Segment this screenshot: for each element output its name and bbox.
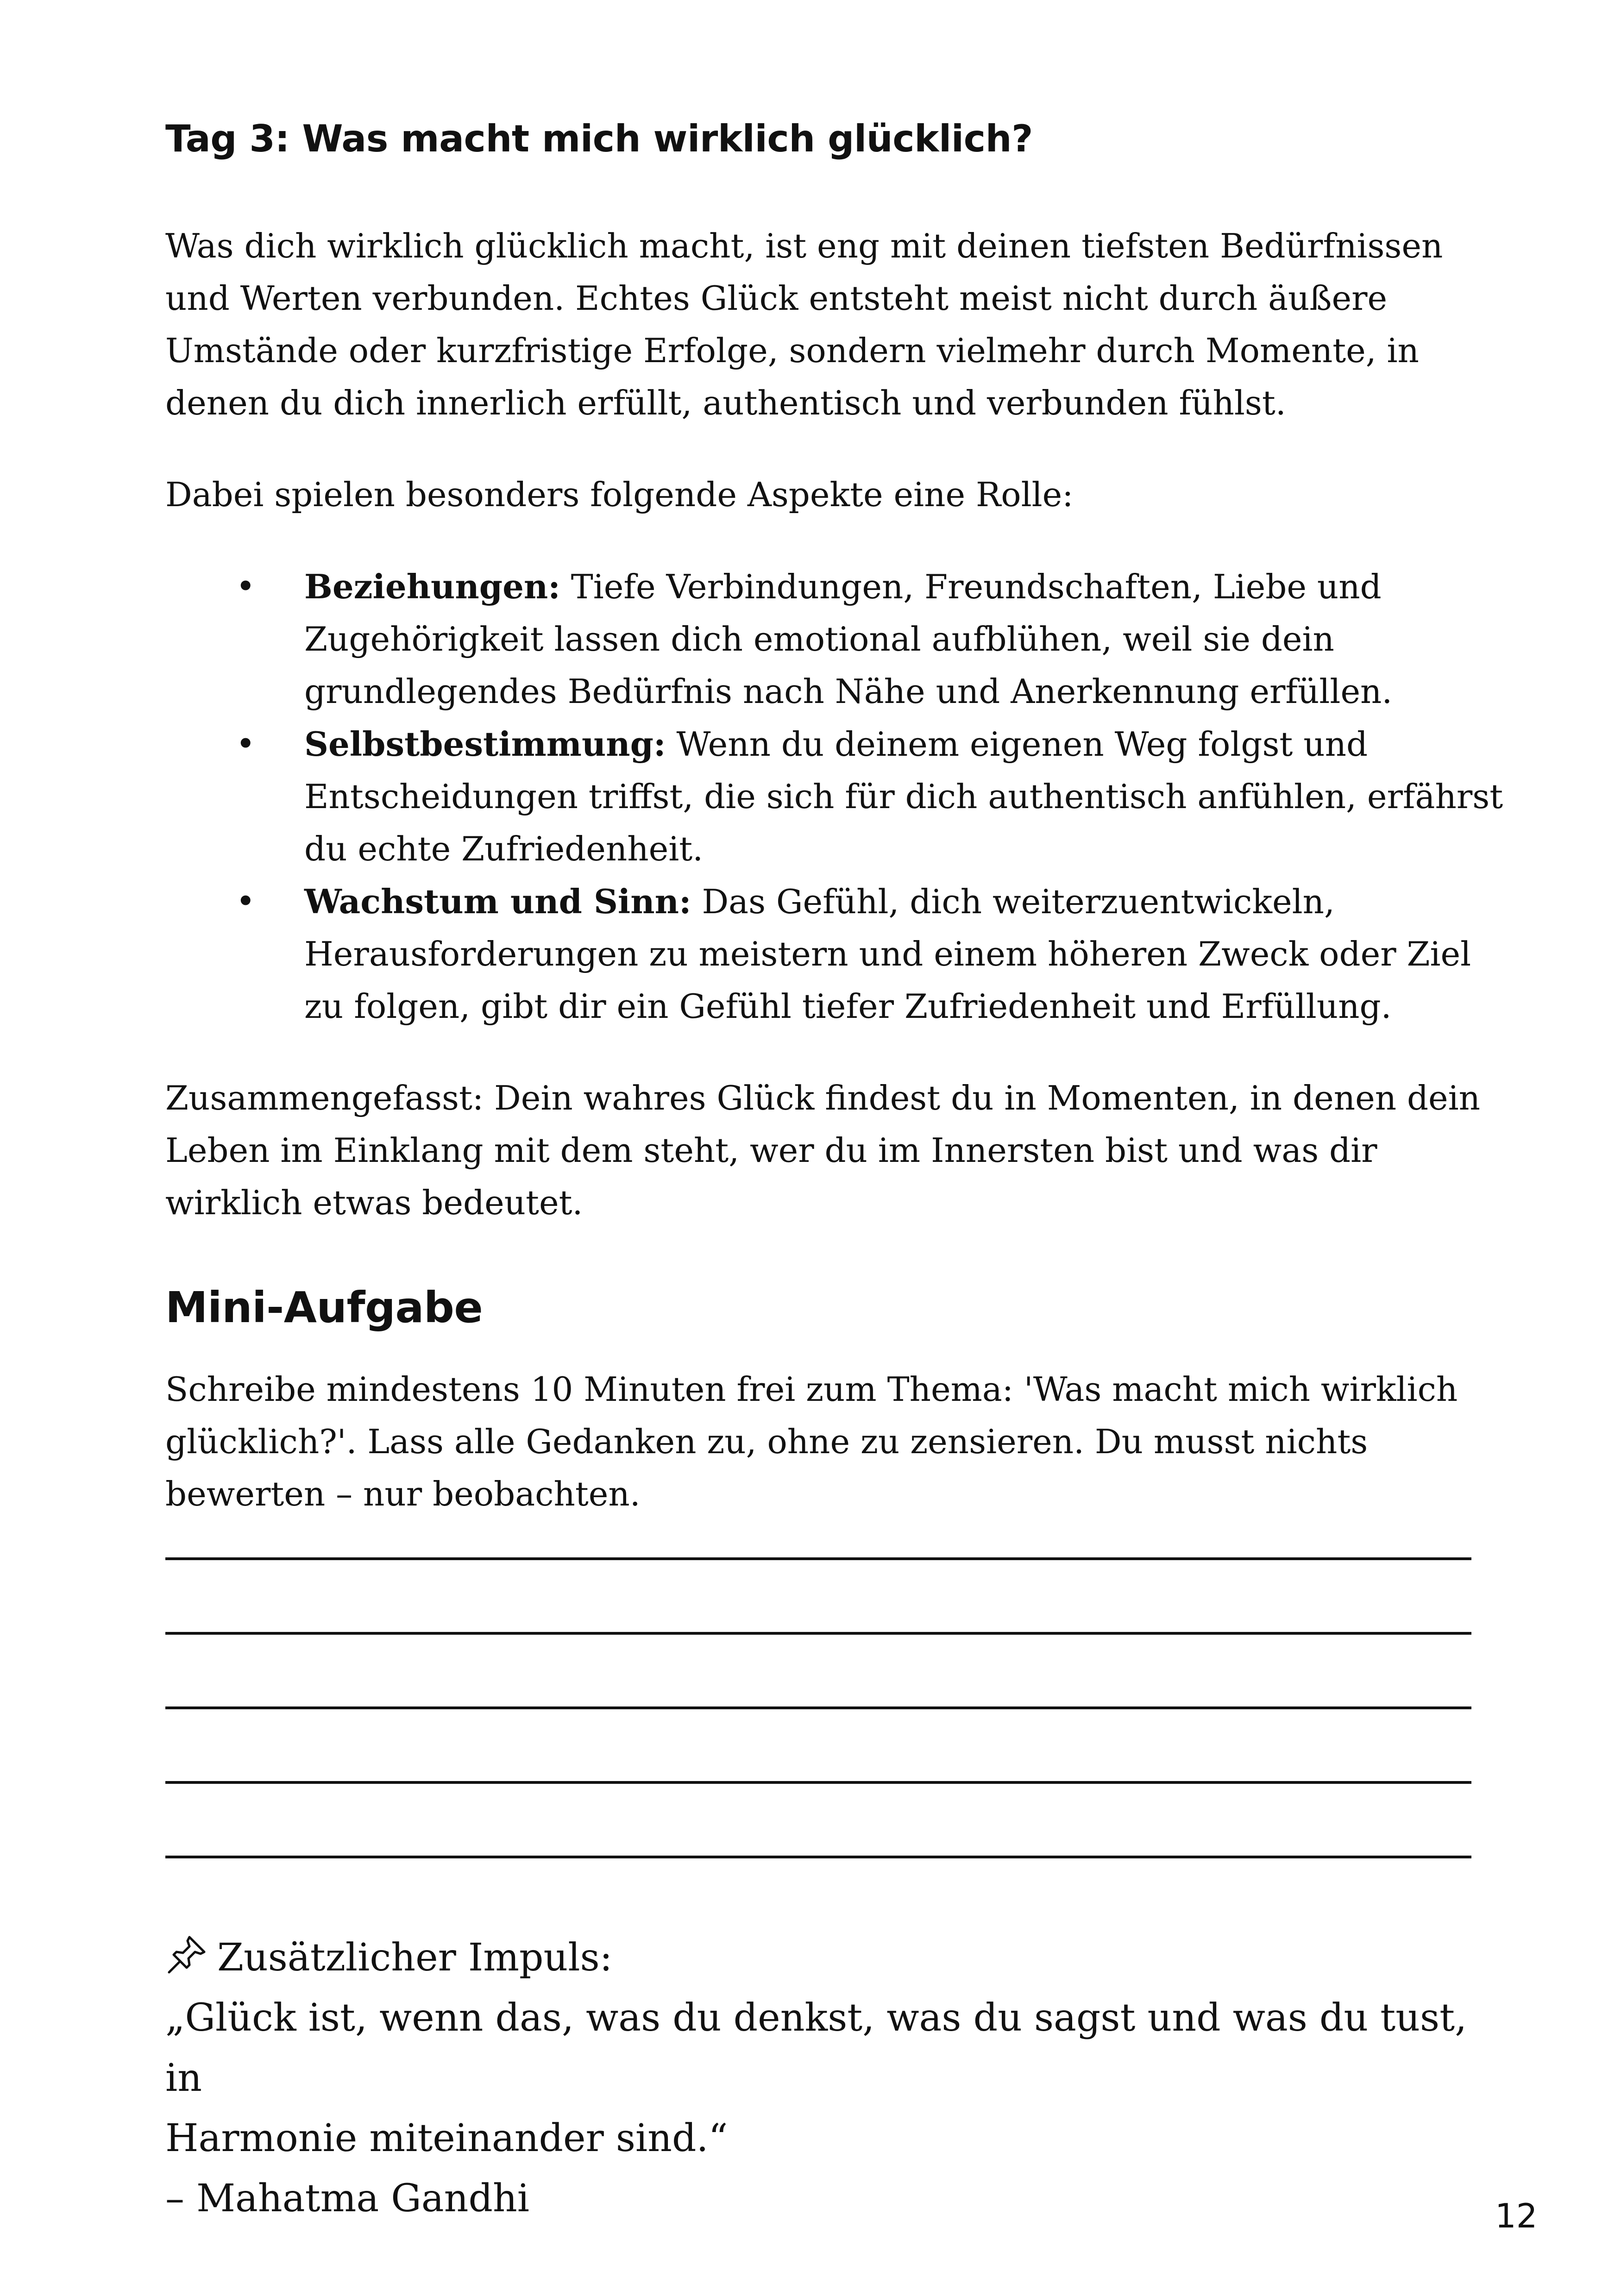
bullet-icon: •	[236, 724, 256, 763]
aspect-term: Beziehungen:	[304, 567, 560, 606]
impulse-label: Zusätzlicher Impuls:	[217, 1936, 613, 1980]
list-item	[165, 875, 1508, 1033]
intro-paragraph: Was dich wirklich glücklich macht, ist eng mit deinen tiefsten Bedürfnissen und Werten verbunden. Echtes Glück entsteht meist nicht durch äußere Umstände oder kurzfristige Erfolge, sondern vielmehr durch Momente, in denen du dich innerlich erfüllt, authentisch und verbunden fühlst.	[165, 226, 1443, 422]
bullet-icon: •	[236, 882, 256, 921]
day-heading: Tag 3: Was macht mich wirklich glücklich?	[165, 117, 1033, 160]
mini-task-instruction: Schreibe mindestens 10 Minuten frei zum Thema: 'Was macht mich wirklich glücklich?'. Lass alle Gedanken zu, ohne zu zensieren. Du musst nichts bewerten – nur beobachten.	[165, 1370, 1458, 1513]
page-number: 12	[1495, 2196, 1538, 2235]
aspects-intro: Dabei spielen besonders folgende Aspekte eine Rolle:	[165, 475, 1074, 514]
pushpin-icon	[165, 1933, 208, 1976]
list-item	[165, 560, 1508, 718]
quote-line: Harmonie miteinander sind.“	[165, 2116, 728, 2160]
aspects-list	[165, 560, 1508, 1033]
aspect-term: Wachstum und Sinn:	[304, 882, 691, 921]
quote-line: „Glück ist, wenn das, was du denkst, was du sagst und was du tust, in	[165, 1996, 1467, 2100]
aspect-text: Das Gefühl, dich weiterzuentwickeln, Herausforderungen zu meistern und einem höheren Zweck oder Ziel zu folgen, gibt dir ein Gefühl tiefer Zufriedenheit und Erfüllung.	[304, 882, 1471, 1026]
list-item	[165, 718, 1508, 875]
aspect-term: Selbstbestimmung:	[304, 724, 666, 764]
mini-task-heading: Mini-Aufgabe	[165, 1283, 483, 1332]
bullet-icon: •	[236, 567, 256, 606]
impulse-section	[165, 1928, 1508, 2229]
aspect-text: Tiefe Verbindungen, Freundschaften, Liebe und Zugehörigkeit lassen dich emotional aufblühen, weil sie dein grundlegendes Bedürfnis nach Nähe und Anerkennung erfüllen.	[304, 567, 1393, 711]
impulse-label-row	[165, 1928, 1508, 1988]
summary-paragraph: Zusammengefasst: Dein wahres Glück findest du in Momenten, in denen dein Leben im Einklang mit dem steht, wer du im Innersten bist und was dir wirklich etwas bedeutet.	[165, 1079, 1481, 1222]
aspect-text: Wenn du deinem eigenen Weg folgst und Entscheidungen triffst, die sich für dich authentisch anfühlen, erfährst du echte Zufriedenheit.	[304, 725, 1503, 868]
writing-lines	[165, 1520, 1508, 1858]
document-page	[165, 111, 1508, 2229]
quote-attribution: – Mahatma Gandhi	[165, 2177, 530, 2221]
